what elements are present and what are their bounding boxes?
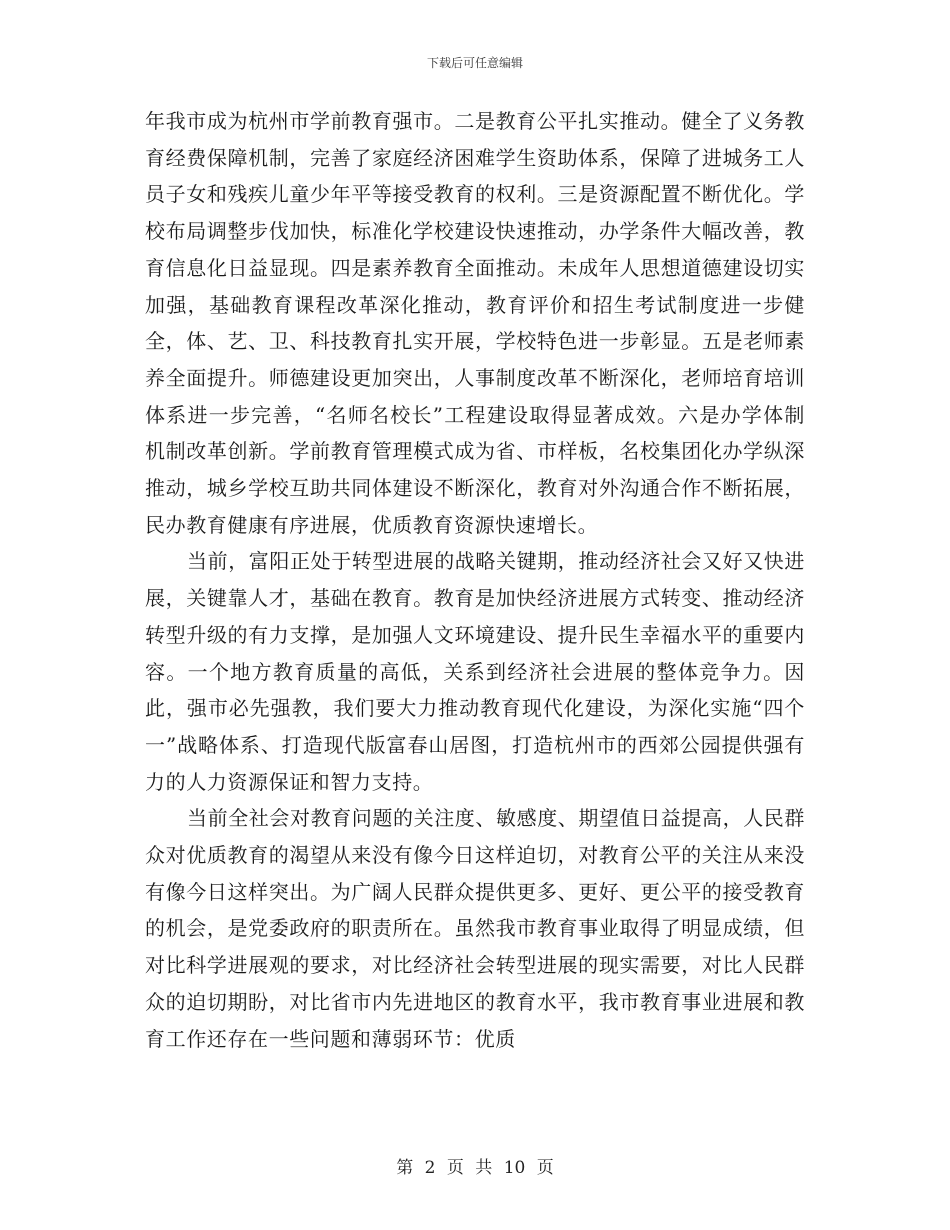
footer-page-number: 2 — [424, 1158, 436, 1178]
footer-page-unit: 页 — [446, 1158, 464, 1178]
paragraph-1: 年我市成为杭州市学前教育强市。二是教育公平扎实推动。健全了义务教育经费保障机制，完善了家庭经济困难学生资助体系，保障了进城务工人员子女和残疾儿童少年平等接受教育的权利。三是资源配置不断优化。学校布局调整步伐加快，标准化学校建设快速推动，办学条件大幅改善，教育信息化日益显现。四是素养教育全面推动。未成年人思想道德建设切实加强，基础教育课程改革深化推动，教育评价和招生考试制度进一步健全，体、艺、卫、科技教育扎实开展，学校特色进一步彰显。五是老师素养全面提升。师德建设更加突出，人事制度改革不断深化，老师培育培训体系进一步完善，“名师名校长”工程建设取得显著成效。六是办学体制机制改革创新。学前教育管理模式成为省、市样板，名校集团化办学纵深推动，城乡学校互助共同体建设不断深化，教育对外沟通合作不断拓展，民办教育健康有序进展，优质教育资源快速增长。 — [145, 109, 805, 537]
footer-total-unit: 页 — [536, 1158, 554, 1178]
paragraph-3: 当前全社会对教育问题的关注度、敏感度、期望值日益提高，人民群众对优质教育的渴望从来没有像今日这样迫切，对教育公平的关注从来没有像今日这样突出。为广阔人民群众提供更多、更好、更公平的接受教育的机会，是党委政府的职责所在。虽然我市教育事业取得了明显成绩，但对比科学进展观的要求，对比经济社会转型进展的现实需要，对比人民群众的迫切期盼，对比省市内先进地区的教育水平，我市教育事业进展和教育工作还存在一些问题和薄弱环节：优质 — [145, 806, 805, 1051]
footer-total-pages: 10 — [503, 1158, 526, 1178]
page-footer — [0, 1153, 950, 1178]
footer-total-label: 共 — [475, 1158, 493, 1178]
footer-page-label: 第 — [396, 1158, 414, 1178]
paragraph-2: 当前，富阳正处于转型进展的战略关键期，推动经济社会又好又快进展，关键靠人才，基础在教育。教育是加快经济进展方式转变、推动经济转型升级的有力支撑，是加强人文环境建设、提升民生幸福水平的重要内容。一个地方教育质量的高低，关系到经济社会进展的整体竞争力。因此，强市必先强教，我们要大力推动教育现代化建设，为深化实施“四个一”战略体系、打造现代版富春山居图，打造杭州市的西郊公园提供强有力的人力资源保证和智力支持。 — [145, 549, 805, 794]
document-body — [145, 103, 805, 1057]
page-header: 下载后可任意编辑 — [426, 56, 523, 70]
